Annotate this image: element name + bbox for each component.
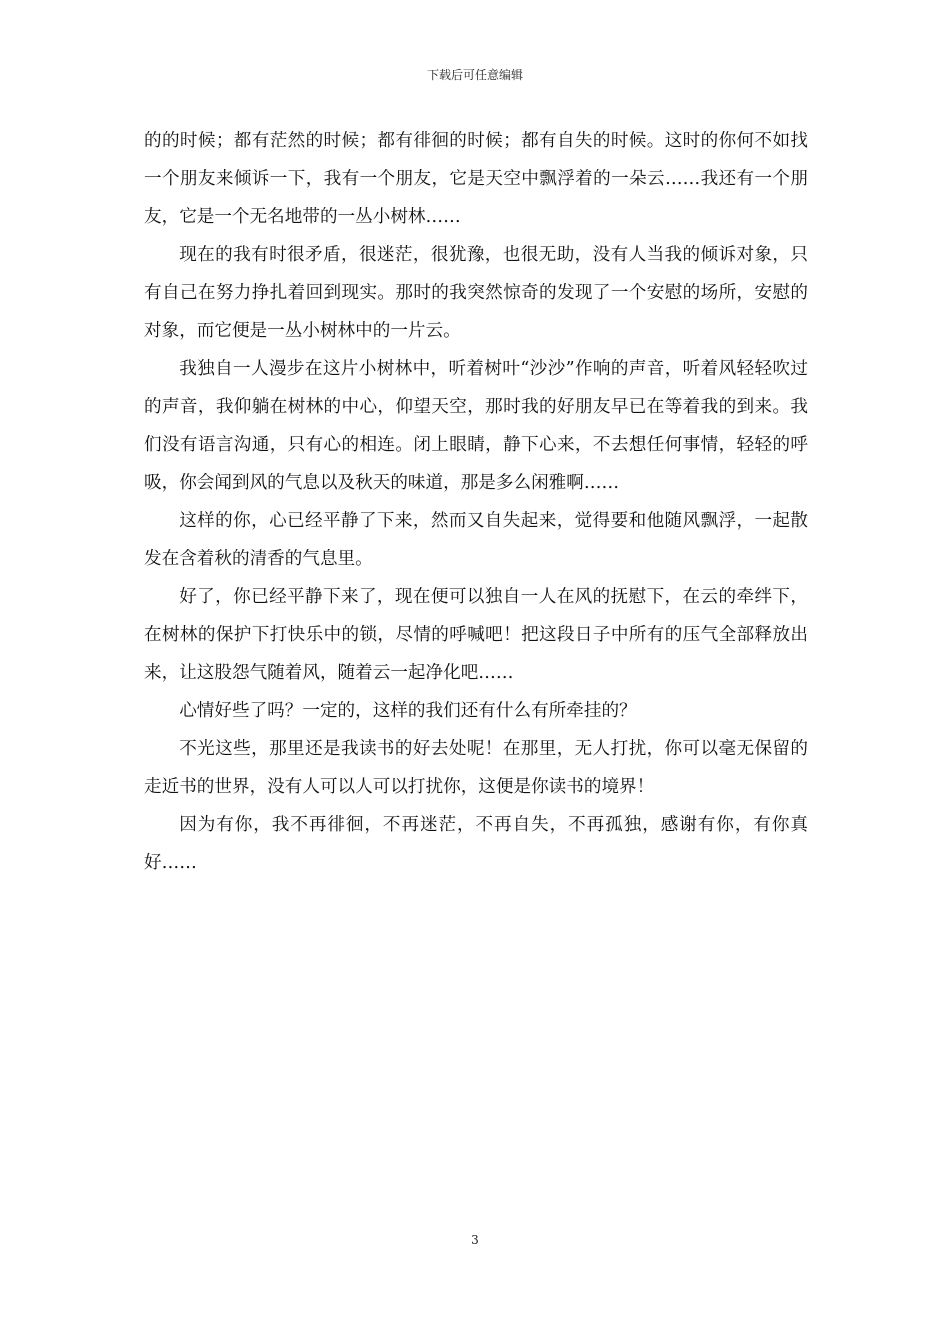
page-number: 3 (471, 1233, 479, 1247)
paragraph-7: 不光这些，那里还是我读书的好去处呢！在那里，无人打扰，你可以毫无保留的走近书的世界，没有人可以人可以打扰你，这便是你读书的境界！ (144, 739, 808, 797)
paragraph-8: 因为有你，我不再徘徊，不再迷茫，不再自失，不再孤独，感谢有你，有你真好…… (144, 815, 808, 873)
paragraph-3: 我独自一人漫步在这片小树林中，听着树叶“沙沙”作响的声音，听着风轻轻吹过的声音，我仰躺在树林的中心，仰望天空，那时我的好朋友早已在等着我的到来。我们没有语言沟通，只有心的相连。闭上眼睛，静下心来，不去想任何事情，轻轻的呼吸，你会闻到风的气息以及秋天的味道，那是多么闲雅啊…… (144, 359, 808, 493)
paragraph-1: 的的时候；都有茫然的时候；都有徘徊的时候；都有自失的时候。这时的你何不如找一个朋友来倾诉一下，我有一个朋友，它是天空中飘浮着的一朵云……我还有一个朋友，它是一个无名地带的一丛小树林…… (144, 131, 808, 227)
paragraph-5: 好了，你已经平静下来了，现在便可以独自一人在风的抚慰下，在云的牵绊下，在树林的保护下打快乐中的锁，尽情的呼喊吧！把这段日子中所有的压气全部释放出来，让这股怨气随着风，随着云一起净化吧…… (144, 587, 808, 683)
document-body (144, 122, 808, 882)
paragraph-6: 心情好些了吗？一定的，这样的我们还有什么有所牵挂的？ (179, 701, 637, 721)
paragraph-2: 现在的我有时很矛盾，很迷茫，很犹豫，也很无助，没有人当我的倾诉对象，只有自己在努力挣扎着回到现实。那时的我突然惊奇的发现了一个安慰的场所，安慰的对象，而它便是一丛小树林中的一片云。 (144, 245, 808, 341)
paragraph-4: 这样的你，心已经平静了下来，然而又自失起来，觉得要和他随风飘浮，一起散发在含着秋的清香的气息里。 (144, 511, 808, 569)
page-header: 下载后可任意编辑 (426, 68, 523, 82)
